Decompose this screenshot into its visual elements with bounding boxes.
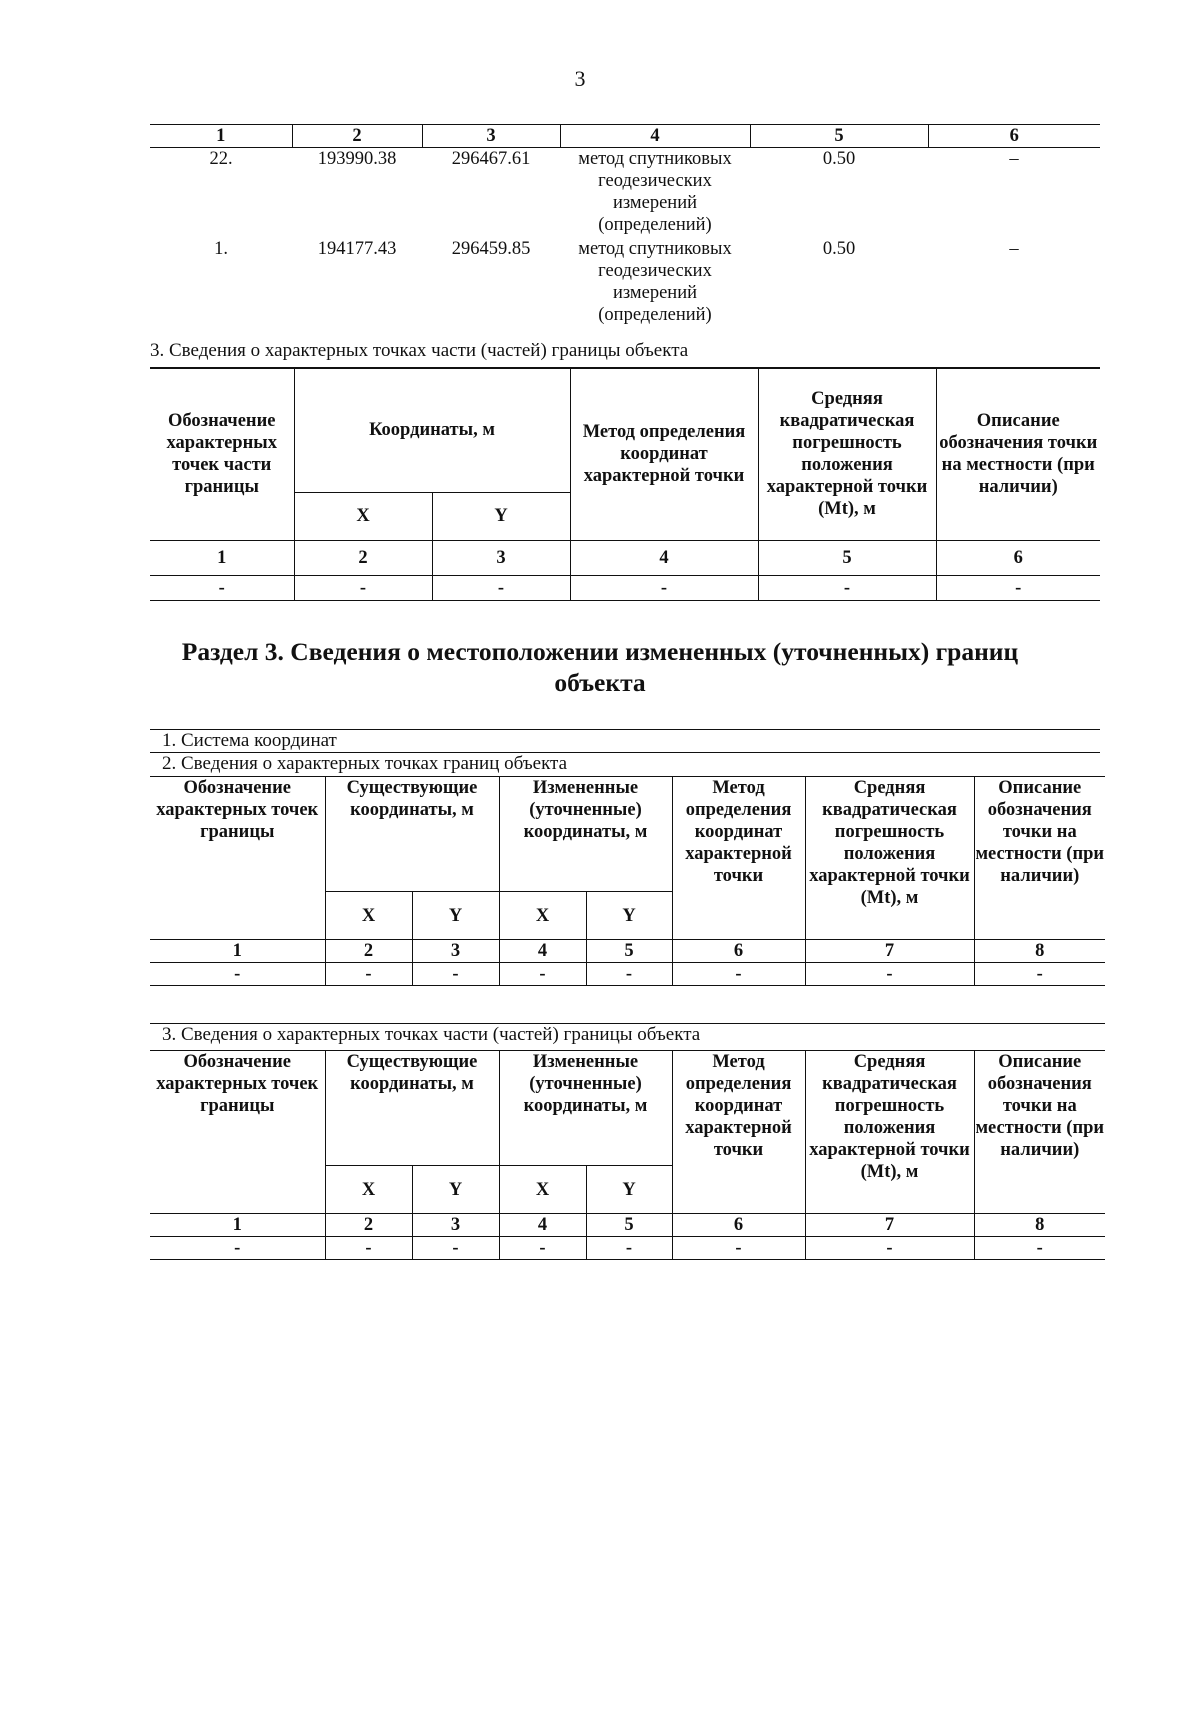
empty-cell: - [499,963,586,986]
col-header: 4 [560,125,750,148]
col-number: 1 [150,1214,325,1237]
col-number: 3 [432,540,570,575]
point-id: 22. [209,149,233,169]
col-number: 3 [412,1214,499,1237]
empty-cell: - [672,963,805,986]
col-number: 8 [974,1214,1105,1237]
header-method: Метод определения координат характерной точки [672,777,805,940]
coord-x: 194177.43 [317,239,397,259]
col-number: 5 [758,540,936,575]
col-number: 4 [499,940,586,963]
table-row [150,1237,1105,1260]
empty-cell: - [974,1237,1105,1260]
description: – [1009,239,1019,259]
header-x: X [325,1166,412,1214]
coord-y: 296459.85 [451,239,531,259]
col-number: 5 [586,1214,672,1237]
col-number: 6 [672,940,805,963]
col-header: 3 [422,125,560,148]
part-points-table [150,367,1100,601]
header-coords: Координаты, м [294,368,570,492]
header-y: Y [412,892,499,940]
col-header: 1 [150,125,292,148]
header-x: X [294,492,432,540]
col-number: 1 [150,540,294,575]
empty-cell: - [294,575,432,600]
empty-cell: - [412,1237,499,1260]
continuation-table [150,124,1100,328]
points-caption: 2. Сведения о характерных точках границ объекта [150,752,1100,775]
empty-cell: - [570,575,758,600]
empty-cell: - [325,1237,412,1260]
header-x: X [499,1166,586,1214]
header-point: Обозначение характерных точек границы [150,1051,325,1214]
empty-cell: - [499,1237,586,1260]
col-number: 6 [672,1214,805,1237]
col-number: 2 [294,540,432,575]
header-x: X [499,892,586,940]
header-changed: Измененные (уточненные) координаты, м [499,777,672,892]
col-header: 5 [750,125,928,148]
table-row [150,238,1100,328]
part-caption: 3. Сведения о характерных точках части (частей) границы объекта [150,340,689,361]
empty-cell: - [412,963,499,986]
coord-system-caption: 1. Система координат [150,729,1100,752]
col-number: 2 [325,940,412,963]
empty-cell: - [936,575,1100,600]
header-desc: Описание обозначения точки на местности (при наличии) [936,368,1100,540]
header-y: Y [586,892,672,940]
column-numbers-row [150,540,1100,575]
error-value: 0.50 [822,149,856,169]
header-method: Метод определения координат характерной точки [672,1051,805,1214]
header-error: Средняя квадратическая погрешность положения характерной точки (Mt), м [805,777,974,940]
header-desc: Описание обозначения точки на местности (при наличии) [974,1051,1105,1214]
changed-points-table [150,776,1105,986]
empty-cell: - [150,1237,325,1260]
header-y: Y [586,1166,672,1214]
coord-x: 193990.38 [317,149,397,169]
header-point: Обозначение характерных точек части границы [150,368,294,540]
empty-cell: - [586,1237,672,1260]
empty-cell: - [325,963,412,986]
header-error: Средняя квадратическая погрешность положения характерной точки (Mt), м [805,1051,974,1214]
table-row [150,148,1100,239]
method: метод спутниковых геодезических измерений (определений) [578,149,732,235]
col-number: 1 [150,940,325,963]
part-caption-section3: 3. Сведения о характерных точках части (частей) границы объекта [150,1023,1105,1046]
header-x: X [325,892,412,940]
col-number: 7 [805,940,974,963]
column-numbers-row [150,940,1105,963]
col-number: 7 [805,1214,974,1237]
header-method: Метод определения координат характерной точки [570,368,758,540]
col-number: 4 [499,1214,586,1237]
changed-part-points-table [150,1050,1105,1260]
col-number: 5 [586,940,672,963]
table-header-row [150,125,1100,148]
coord-y: 296467.61 [451,149,531,169]
header-point: Обозначение характерных точек границы [150,777,325,940]
table-row [150,963,1105,986]
header-desc: Описание обозначения точки на местности (при наличии) [974,777,1105,940]
empty-cell: - [432,575,570,600]
col-number: 6 [936,540,1100,575]
empty-cell: - [150,575,294,600]
col-number: 3 [412,940,499,963]
empty-cell: - [758,575,936,600]
col-number: 2 [325,1214,412,1237]
header-error: Средняя квадратическая погрешность положения характерной точки (Mt), м [758,368,936,540]
empty-cell: - [672,1237,805,1260]
table-row [150,575,1100,600]
col-header: 6 [928,125,1100,148]
column-numbers-row [150,1214,1105,1237]
col-number: 8 [974,940,1105,963]
header-y: Y [432,492,570,540]
empty-cell: - [805,1237,974,1260]
header-y: Y [412,1166,499,1214]
empty-cell: - [586,963,672,986]
method: метод спутниковых геодезических измерений (определений) [578,239,732,325]
description: – [1009,149,1019,169]
section-title: Раздел 3. Сведения о местоположении измененных (уточненных) границ объекта [181,637,1019,697]
point-id: 1. [214,239,228,259]
header-existing: Существующие координаты, м [325,1051,499,1166]
header-changed: Измененные (уточненные) координаты, м [499,1051,672,1166]
empty-cell: - [974,963,1105,986]
col-header: 2 [292,125,422,148]
page-number: 3 [574,66,586,91]
empty-cell: - [805,963,974,986]
error-value: 0.50 [822,239,856,259]
header-existing: Существующие координаты, м [325,777,499,892]
col-number: 4 [570,540,758,575]
empty-cell: - [150,963,325,986]
